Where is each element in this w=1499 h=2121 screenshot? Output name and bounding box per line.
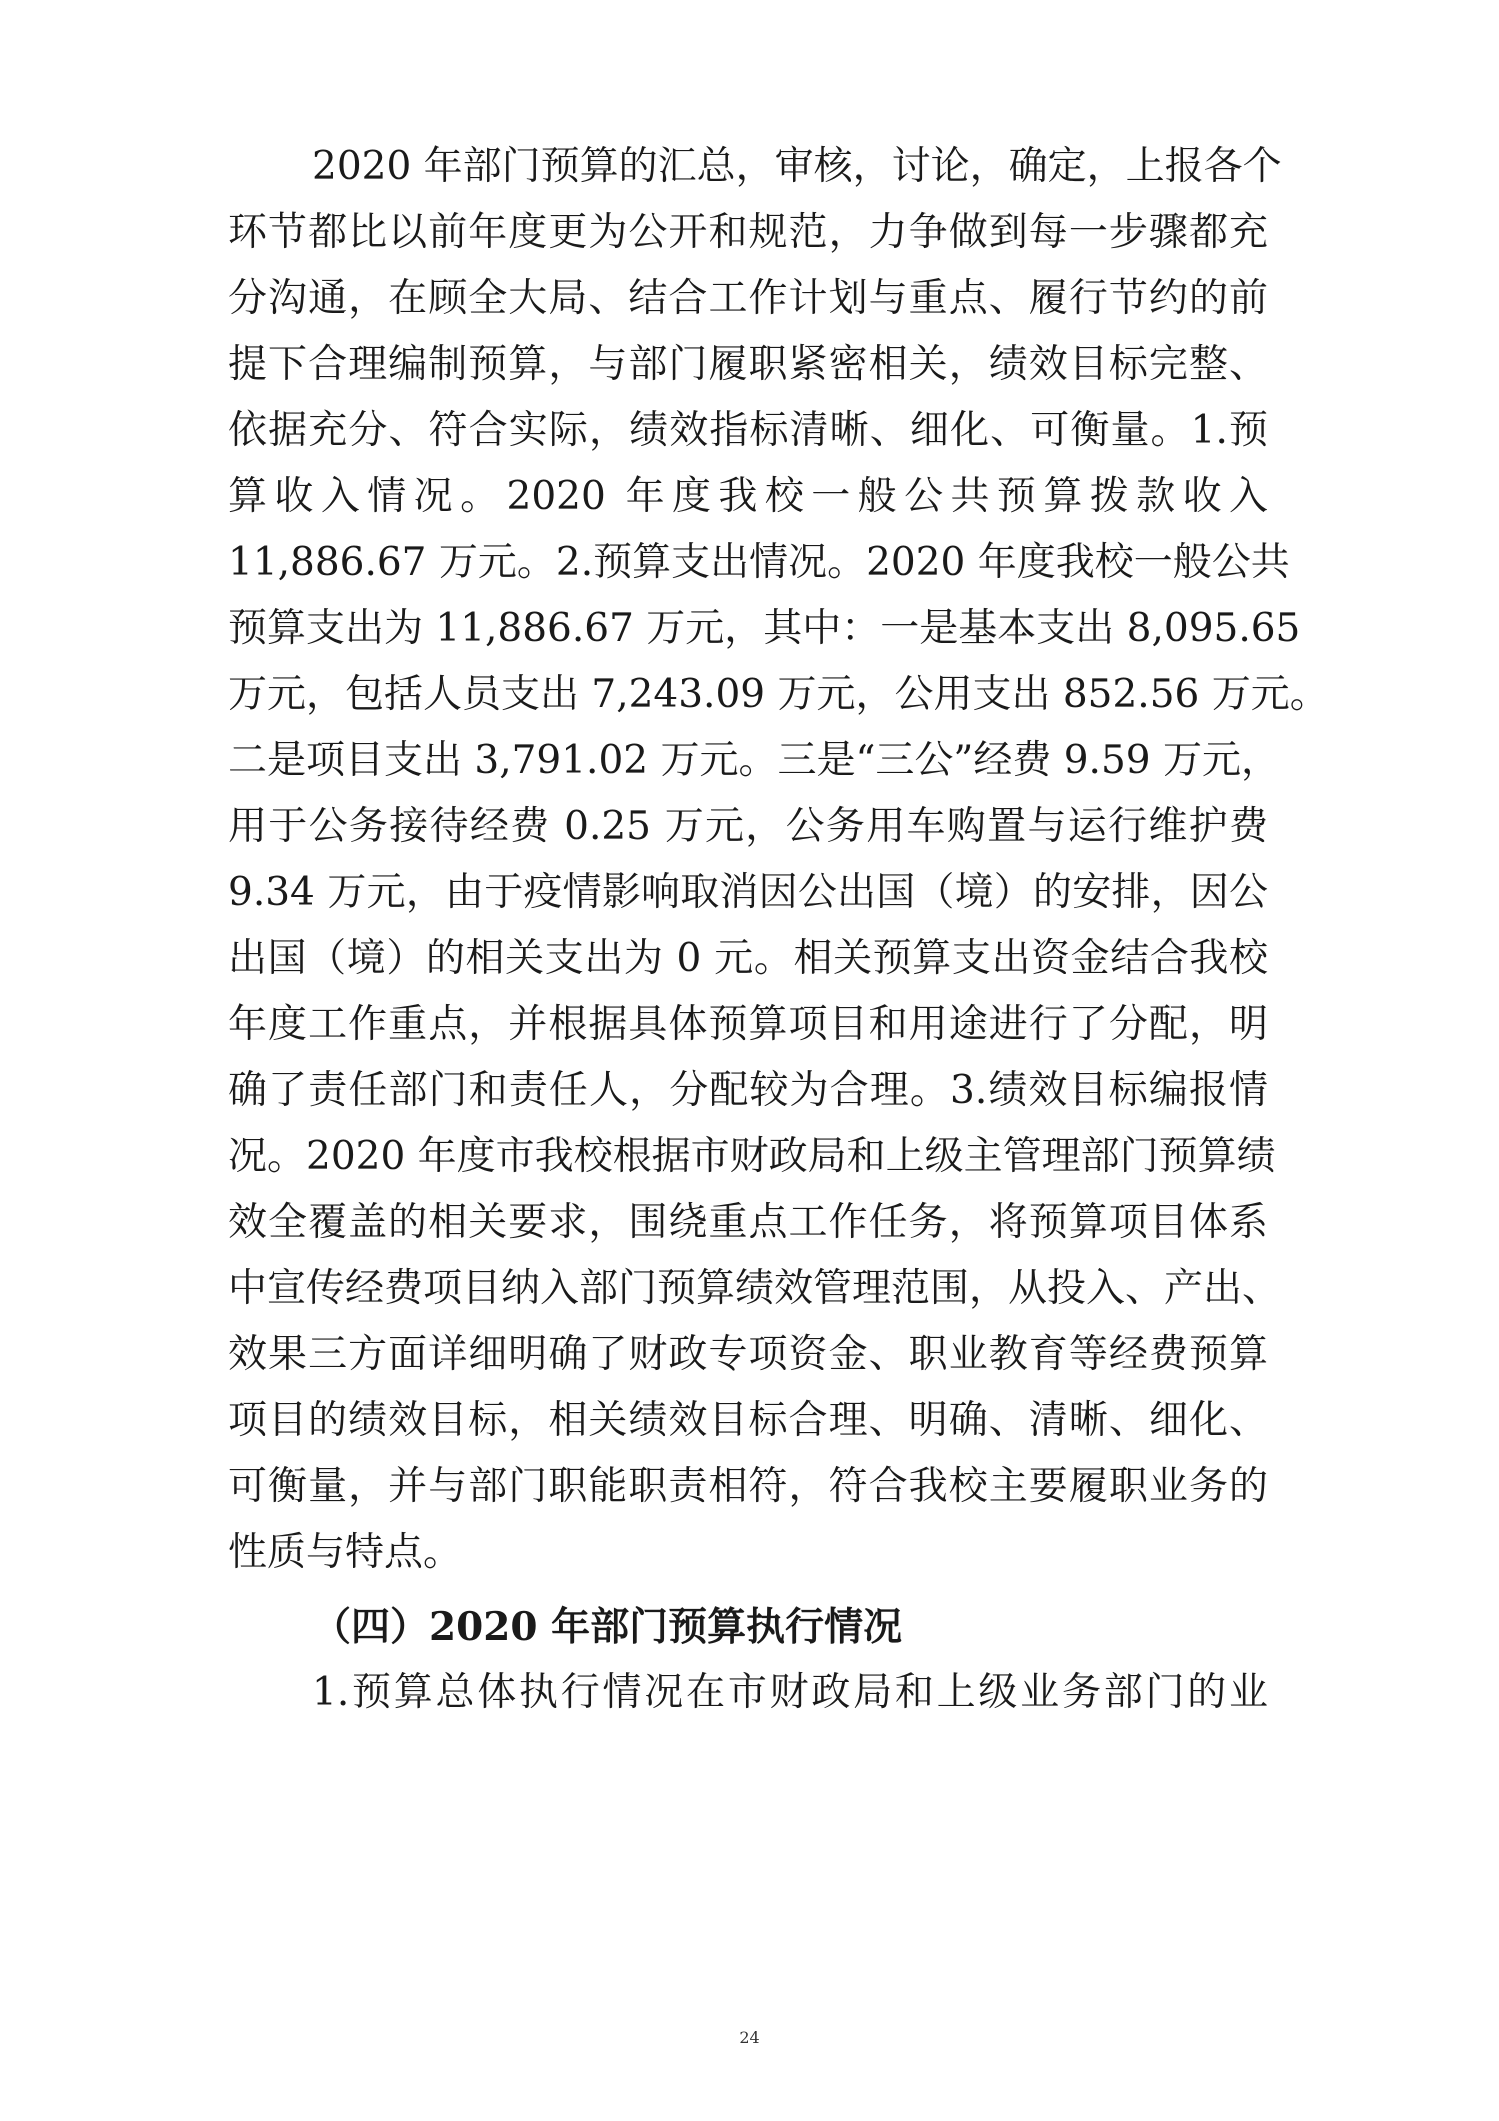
paragraph-line: 分沟通，在顾全大局、结合工作计划与重点、履行节约的前 (228, 276, 1268, 321)
paragraph-line: 年度工作重点，并根据具体预算项目和用途进行了分配，明 (228, 1002, 1268, 1047)
paragraph-line: 11,886.67 万元。2.预算支出情况。2020 年度我校一般公共 (228, 540, 1290, 585)
paragraph-line: 环节都比以前年度更为公开和规范，力争做到每一步骤都充 (228, 210, 1268, 255)
section-heading: （四）2020 年部门预算执行情况 (312, 1604, 903, 1650)
paragraph-line: 确了责任部门和责任人，分配较为合理。3.绩效目标编报情 (228, 1068, 1268, 1113)
paragraph-line: 2020 年部门预算的汇总，审核，讨论，确定，上报各个 (312, 144, 1282, 189)
paragraph-line: 项目的绩效目标，相关绩效目标合理、明确、清晰、细化、 (228, 1398, 1268, 1443)
paragraph-line: 况。2020 年度市我校根据市财政局和上级主管理部门预算绩 (228, 1134, 1276, 1179)
paragraph-line: 效全覆盖的相关要求，围绕重点工作任务，将预算项目体系 (228, 1200, 1268, 1245)
paragraph-line: 依据充分、符合实际，绩效指标清晰、细化、可衡量。1.预 (228, 408, 1268, 453)
paragraph-line: 效果三方面详细明确了财政专项资金、职业教育等经费预算 (228, 1332, 1268, 1377)
paragraph-line: 9.34 万元，由于疫情影响取消因公出国（境）的安排，因公 (228, 870, 1268, 915)
paragraph-line: 预算支出为 11,886.67 万元，其中：一是基本支出 8,095.65 (228, 606, 1301, 651)
page-number: 24 (739, 2028, 760, 2047)
paragraph-line: 二是项目支出 3,791.02 万元。三是“三公”经费 9.59 万元， (228, 738, 1280, 783)
paragraph-line: 可衡量，并与部门职能职责相符，符合我校主要履职业务的 (228, 1464, 1268, 1509)
paragraph-line: 中宣传经费项目纳入部门预算绩效管理范围，从投入、产出、 (228, 1266, 1282, 1311)
paragraph-line: 性质与特点。 (228, 1530, 463, 1575)
paragraph-line: 出国（境）的相关支出为 0 元。相关预算支出资金结合我校 (228, 936, 1268, 981)
paragraph-line: 1.预算总体执行情况在市财政局和上级业务部门的业 (312, 1670, 1268, 1715)
paragraph-line: 用于公务接待经费 0.25 万元，公务用车购置与运行维护费 (228, 804, 1268, 849)
paragraph-line: 算收入情况。2020 年度我校一般公共预算拨款收入 (228, 474, 1268, 519)
paragraph-line: 万元，包括人员支出 7,243.09 万元，公用支出 852.56 万元。 (228, 672, 1329, 717)
paragraph-line: 提下合理编制预算，与部门履职紧密相关，绩效目标完整、 (228, 342, 1268, 387)
